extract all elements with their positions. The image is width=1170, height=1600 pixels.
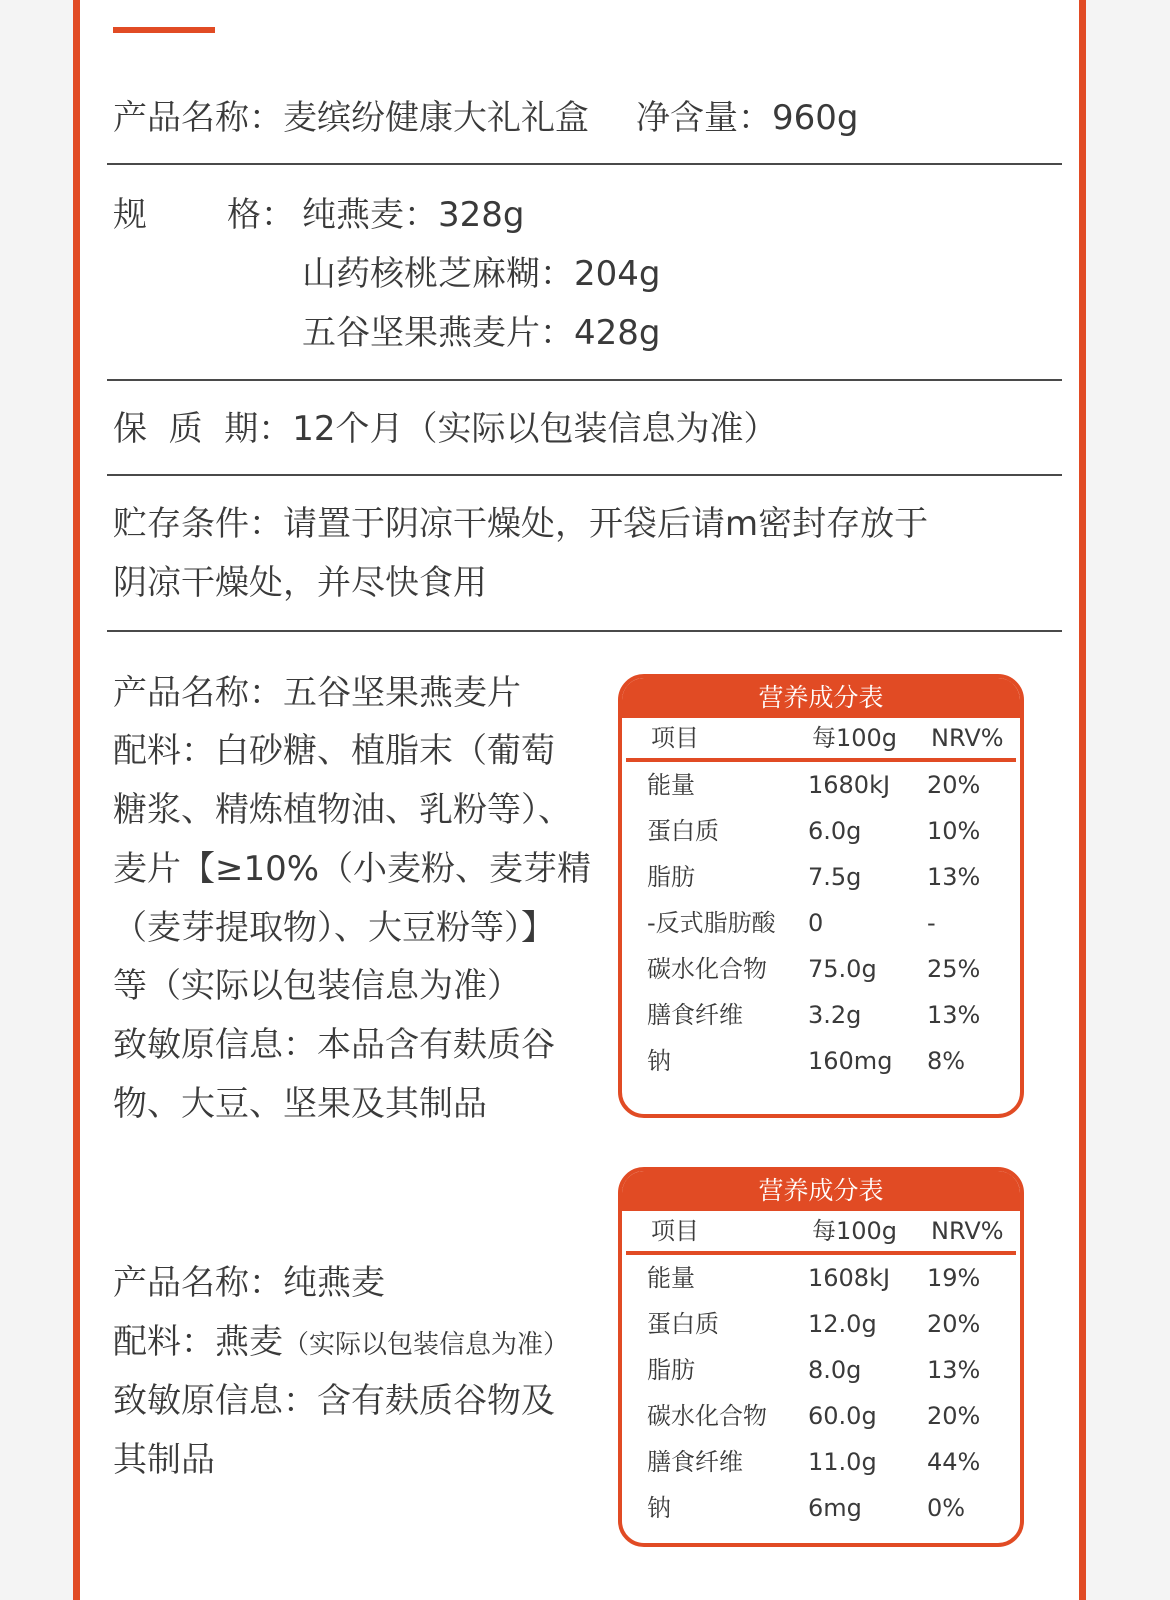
product1-line: 产品名称：五谷坚果燕麦片 (113, 673, 521, 713)
ingredients-note: （实际以包装信息为准） (283, 1330, 570, 1360)
row-nrv: - (927, 909, 936, 937)
row-value: 6mg (808, 1494, 862, 1522)
row-value: 0 (808, 909, 824, 937)
table-row (622, 854, 1020, 900)
row-nrv: 8% (927, 1047, 966, 1075)
spec-item: 山药核桃芝麻糊：204g (302, 254, 661, 294)
ingredients-label: 配料：燕麦 (113, 1322, 283, 1362)
row-value: 60.0g (808, 1402, 877, 1430)
row-value: 7.5g (808, 863, 862, 891)
product2-allergen: 其制品 (113, 1440, 215, 1480)
spec-item: 五谷坚果燕麦片：428g (302, 313, 661, 353)
table-row (622, 1393, 1020, 1439)
product2-name: 产品名称：纯燕麦 (113, 1263, 385, 1303)
product1-line: （麦芽提取物）、大豆粉等）】 (113, 908, 555, 948)
row-value: 8.0g (808, 1356, 862, 1384)
table-row (622, 762, 1020, 808)
row-item: 蛋白质 (647, 1310, 719, 1338)
accent-bar (113, 27, 215, 33)
divider (107, 630, 1062, 632)
table-row (622, 1038, 1020, 1084)
row-item: 能量 (647, 1264, 695, 1292)
column-per-100g: 每100g (812, 724, 898, 752)
row-nrv: 44% (927, 1448, 981, 1476)
row-item: 碳水化合物 (647, 955, 767, 983)
product1-line: 等（实际以包装信息为准） (113, 966, 521, 1006)
column-nrv: NRV% (931, 724, 1004, 752)
row-value: 75.0g (808, 955, 877, 983)
row-value: 3.2g (808, 1001, 862, 1029)
column-nrv: NRV% (931, 1217, 1004, 1245)
row-nrv: 10% (927, 817, 981, 845)
row-nrv: 13% (927, 1356, 981, 1384)
row-item: 能量 (647, 771, 695, 799)
divider (107, 163, 1062, 165)
net-content: 净含量：960g (636, 98, 859, 138)
row-nrv: 0% (927, 1494, 966, 1522)
shelf-life: 保 质 期：12个月（实际以包装信息为准） (113, 409, 778, 449)
nutrition-table-title: 营养成分表 (622, 1171, 1020, 1211)
column-item: 项目 (651, 724, 699, 752)
row-value: 12.0g (808, 1310, 877, 1338)
row-value: 160mg (808, 1047, 893, 1075)
table-row (622, 1301, 1020, 1347)
product1-line: 物、大豆、坚果及其制品 (113, 1084, 487, 1124)
product2-allergen: 致敏原信息：含有麸质谷物及 (113, 1381, 555, 1421)
row-item: 碳水化合物 (647, 1402, 767, 1430)
row-nrv: 19% (927, 1264, 981, 1292)
table-row (622, 1439, 1020, 1485)
row-value: 1608kJ (808, 1264, 891, 1292)
divider (107, 474, 1062, 476)
row-item: 钠 (647, 1494, 671, 1522)
column-item: 项目 (651, 1217, 699, 1245)
row-nrv: 13% (927, 1001, 981, 1029)
row-item: 脂肪 (647, 1356, 695, 1384)
nutrition-table-title: 营养成分表 (622, 678, 1020, 718)
nutrition-table-1 (618, 674, 1024, 1118)
table-row (622, 900, 1020, 946)
row-nrv: 20% (927, 1310, 981, 1338)
product1-line: 麦片【≥10%（小麦粉、麦芽精 (113, 849, 592, 889)
table-row (622, 992, 1020, 1038)
row-value: 1680kJ (808, 771, 891, 799)
product1-line: 糖浆、精炼植物油、乳粉等）、 (113, 790, 572, 830)
column-per-100g: 每100g (812, 1217, 898, 1245)
nutrition-table-header (626, 1211, 1016, 1255)
product1-line: 致敏原信息：本品含有麸质谷 (113, 1025, 555, 1065)
row-item: 脂肪 (647, 863, 695, 891)
row-item: 膳食纤维 (647, 1001, 743, 1029)
spec-label: 规 (113, 195, 147, 235)
row-nrv: 20% (927, 771, 981, 799)
divider (107, 379, 1062, 381)
table-row (622, 808, 1020, 854)
row-item: 蛋白质 (647, 817, 719, 845)
table-row (622, 1485, 1020, 1531)
row-item: -反式脂肪酸 (647, 909, 776, 937)
table-row (622, 1255, 1020, 1301)
table-row (622, 946, 1020, 992)
nutrition-table-2 (618, 1167, 1024, 1547)
product-name: 产品名称：麦缤纷健康大礼礼盒 (113, 98, 589, 138)
row-nrv: 25% (927, 955, 981, 983)
spec-label-suffix: 格： (227, 195, 295, 235)
product1-line: 配料：白砂糖、植脂末（葡萄 (113, 731, 555, 771)
row-value: 6.0g (808, 817, 862, 845)
product2-ingredients (113, 1322, 569, 1365)
storage-line: 贮存条件：请置于阴凉干燥处，开袋后请m密封存放于 (113, 504, 929, 544)
row-item: 钠 (647, 1047, 671, 1075)
storage-line: 阴凉干燥处，并尽快食用 (113, 563, 487, 603)
row-value: 11.0g (808, 1448, 877, 1476)
row-nrv: 13% (927, 863, 981, 891)
spec-item: 纯燕麦：328g (302, 195, 525, 235)
table-row (622, 1347, 1020, 1393)
nutrition-table-header (626, 718, 1016, 762)
row-nrv: 20% (927, 1402, 981, 1430)
row-item: 膳食纤维 (647, 1448, 743, 1476)
